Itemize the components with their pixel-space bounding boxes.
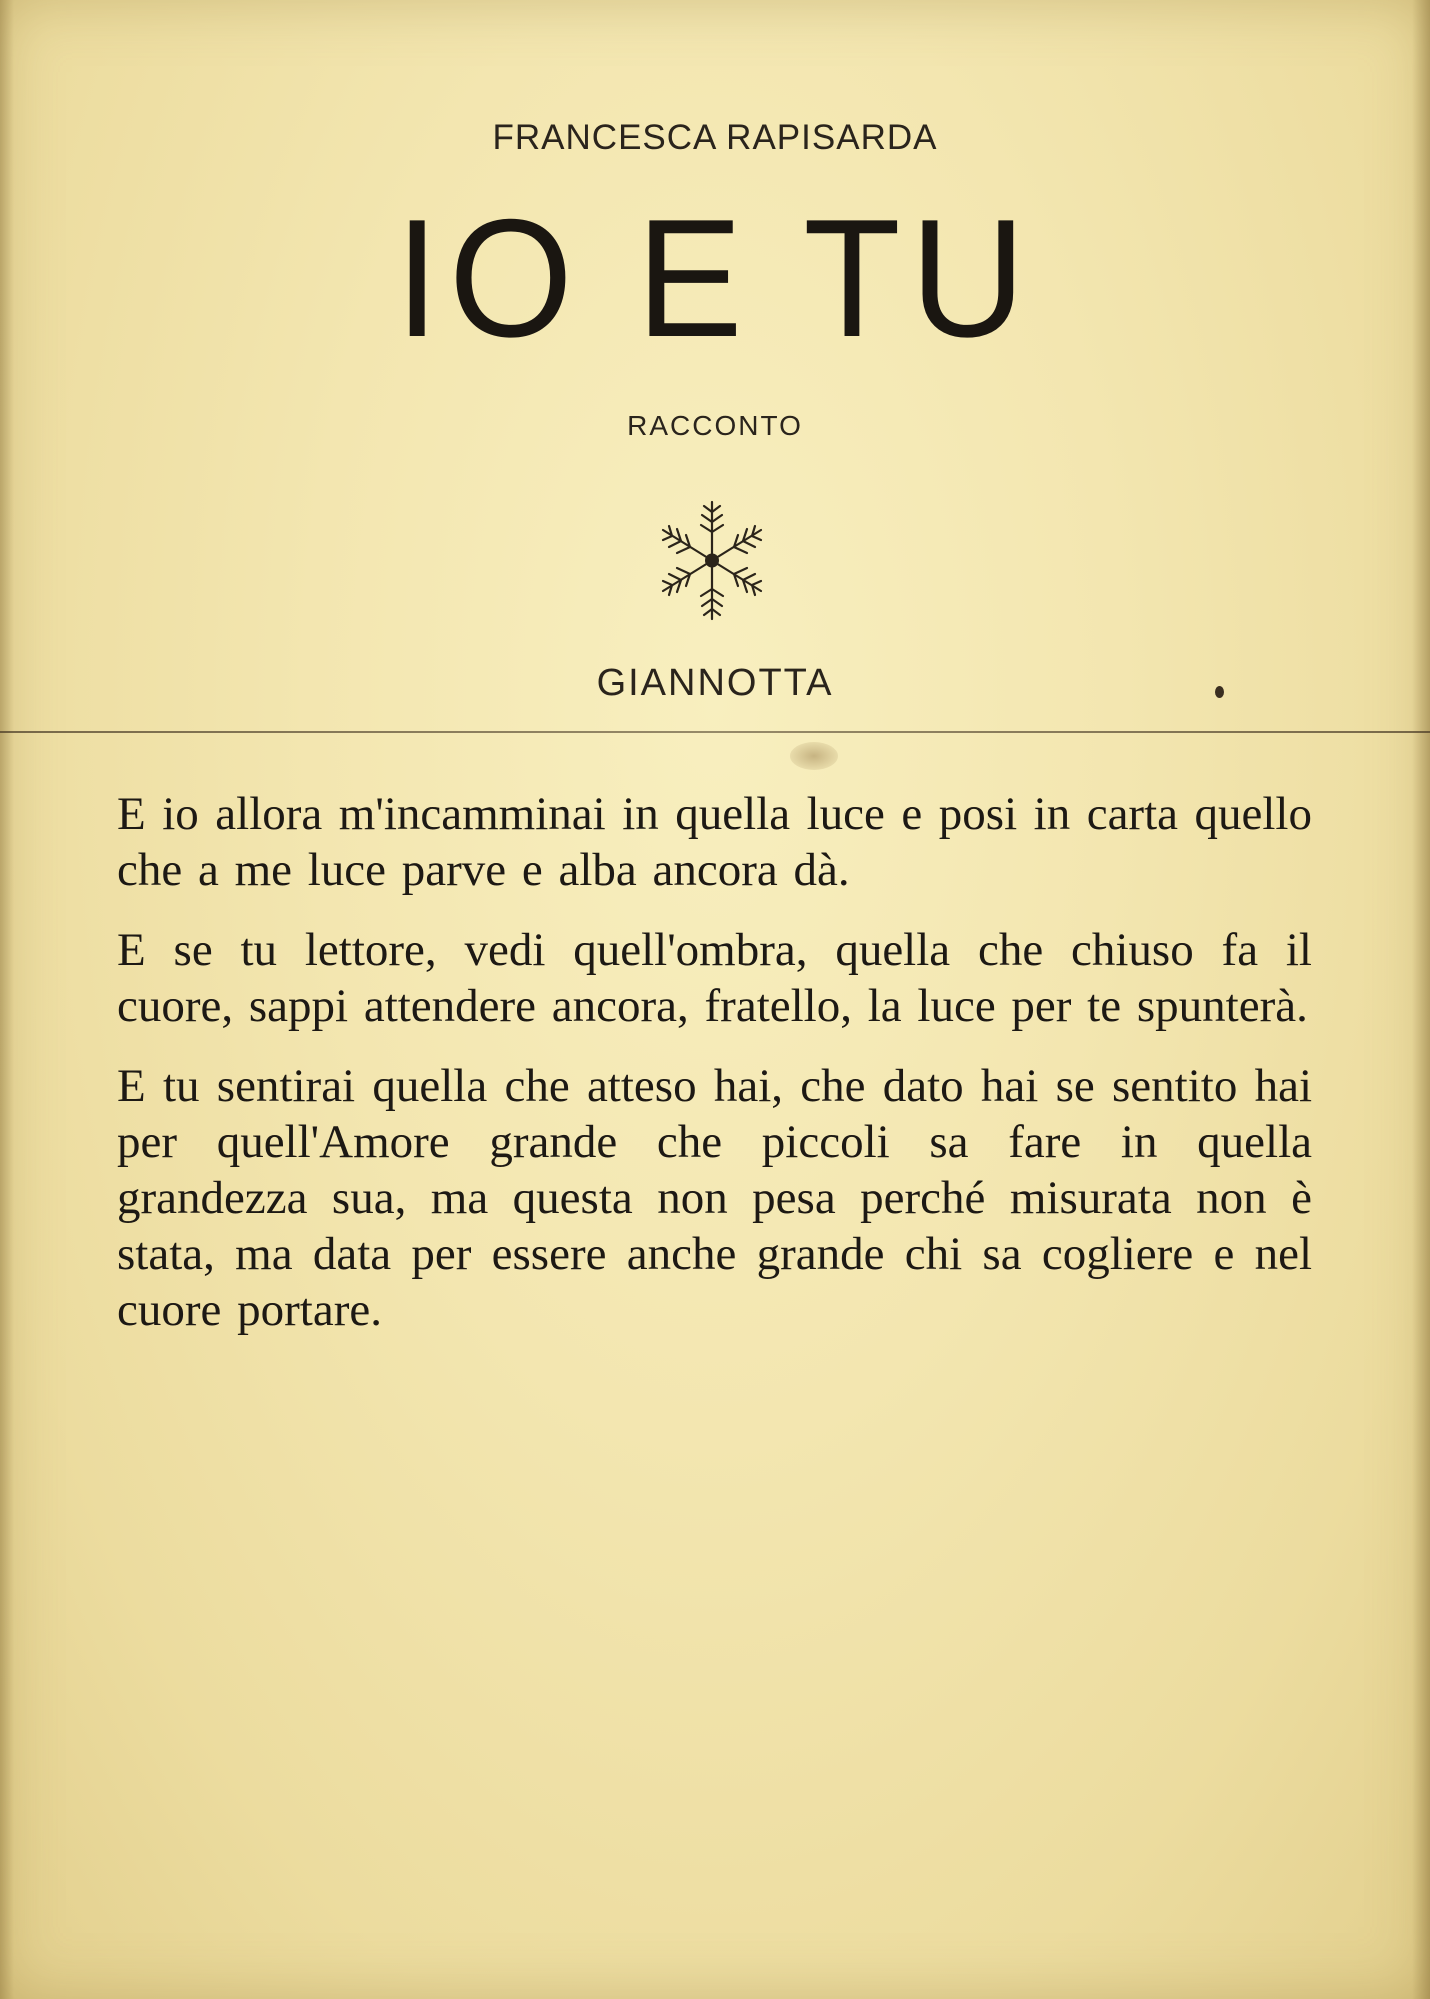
blurb-paragraph: E io allora m'incamminai in quella luce e posi in carta quello che a me luce parve e alba ancora dà. bbox=[117, 788, 1312, 896]
cover-edge-right bbox=[1412, 0, 1430, 1999]
snowflake-icon bbox=[655, 498, 770, 623]
ink-dot bbox=[1215, 686, 1224, 698]
book-subtitle: RACCONTO bbox=[627, 410, 803, 441]
blurb-paragraph: E se tu lettore, vedi quell'ombra, quella che chiuso fa il cuore, sappi attendere ancora, fratello, la luce per te spunterà. bbox=[117, 924, 1312, 1032]
publisher-name: GIANNOTTA bbox=[596, 662, 834, 704]
blurb-paragraph: E tu sentirai quella che atteso hai, che dato hai se sentito hai per quell'Amore grande che piccoli sa fare in quella grandezza sua, ma questa non pesa perché misurata non è stata, ma data per essere anche grande chi sa cogliere e nel cuore portare. bbox=[117, 1060, 1312, 1336]
back-blurb bbox=[117, 786, 1312, 1362]
cover-edge-left bbox=[0, 0, 14, 1999]
author-name: FRANCESCA RAPISARDA bbox=[492, 118, 938, 157]
paper-stain bbox=[790, 742, 838, 770]
flap-fold-line bbox=[0, 731, 1430, 733]
book-title: IO E TU bbox=[394, 184, 1035, 372]
